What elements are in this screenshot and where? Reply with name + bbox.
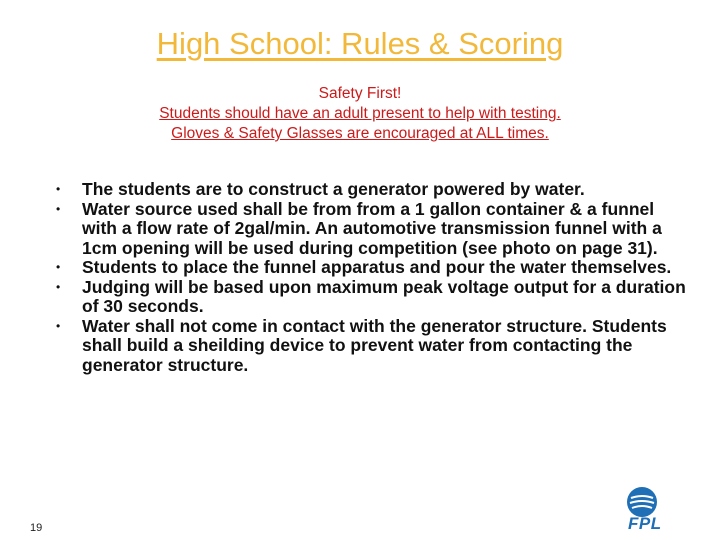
rule-text: Judging will be based upon maximum peak voltage output for a duration of 30 seconds. — [82, 276, 686, 316]
rule-text: Water source used shall be from from a 1 gallon container & a funnel with a flow rate of 2gal/min. An automotive transmission funnel with a 1cm opening will be used during competition (see photo on page 31). — [82, 198, 662, 258]
safety-heading: Safety First! — [318, 85, 402, 102]
rule-text: Students to place the funnel apparatus and pour the water themselves. — [82, 257, 672, 277]
rule-text: The students are to construct a generator powered by water. — [82, 179, 585, 199]
list-item — [52, 278, 692, 317]
page-number: 19 — [30, 522, 43, 534]
bullet-icon: • — [56, 279, 61, 294]
list-item — [52, 200, 692, 259]
list-item — [52, 258, 692, 278]
slide-title: High School: Rules & Scoring — [156, 26, 564, 61]
bullet-icon: • — [56, 260, 61, 274]
safety-adult-note: Students should have an adult present to help with testing. — [159, 105, 561, 122]
safety-notice — [0, 84, 720, 144]
bullet-icon: • — [56, 182, 61, 196]
rule-text: Water shall not come in contact with the generator structure. Students shall build a sheilding device to prevent water from contacting the generator structure. — [82, 315, 667, 375]
rules-list — [52, 180, 692, 375]
bullet-icon: • — [56, 318, 61, 333]
list-item — [52, 180, 692, 200]
logo-text: FPL — [628, 514, 662, 533]
list-item — [52, 317, 692, 376]
bullet-icon: • — [56, 201, 61, 216]
safety-gloves-note: Gloves & Safety Glasses are encouraged at ALL times. — [171, 125, 549, 142]
